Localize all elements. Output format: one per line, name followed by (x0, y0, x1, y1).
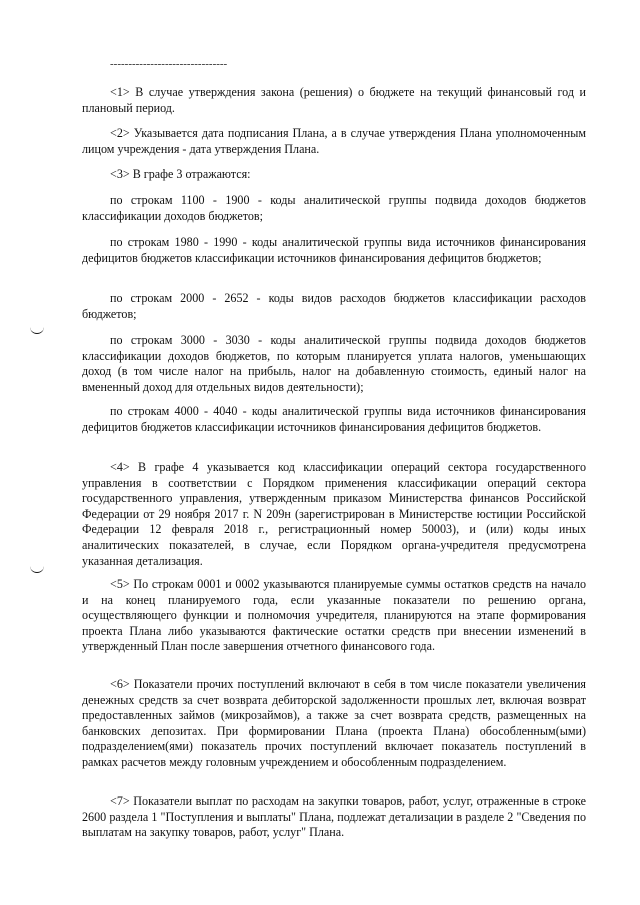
footnote-5: <5> По строкам 0001 и 0002 указываются планируемые суммы остатков средств на начало и на конец планируемого года, если указанные показатели по решению органа, осуществляющего функции и полномочия учредителя, планируются на этапе формирования проекта Плана либо указываются фактические остатки средств при внесении изменений в утвержденный План после завершения отчетного финансового года. (82, 577, 586, 654)
footnote-2: <2> Указывается дата подписания Плана, а в случае утверждения Плана уполномоченным лицом учреждения - дата утверждения Плана. (82, 126, 586, 156)
footnote-6: <6> Показатели прочих поступлений включают в себя в том числе показатели увеличения денежных средств за счет возврата дебиторской задолженности прошлых лет, включая возврат предоставленных займов (микрозаймов), а также за счет возврата средств, размещенных на банковских депозитах. При формировании Плана (проекта Плана) обособленным(ыми) подразделением(ями) показатель прочих поступлений включает показатель поступлений в рамках расчетов между головным учреждением и обособленным подразделением. (82, 677, 586, 769)
footnote-3-rows-1100-1900: по строкам 1100 - 1900 - коды аналитической группы подвида доходов бюджетов классификации доходов бюджетов; (82, 193, 586, 223)
footnote-separator: -------------------------------- (110, 58, 228, 70)
footnote-1: <1> В случае утверждения закона (решения) о бюджете на текущий финансовый год и плановый период. (82, 85, 586, 115)
footnote-3-heading: <3> В графе 3 отражаются: (110, 167, 251, 181)
footnote-4: <4> В графе 4 указывается код классификации операций сектора государственного управления в соответствии с Порядком применения классификации операций сектора государственного управления, утвержденным приказом Министерства финансов Российской Федерации от 29 ноября 2017 г. N 209н (зарегистрирован в Министерстве юстиции Российской Федерации 12 февраля 2018 г., регистрационный номер 50003), и (или) коды иных аналитических показателей, в случае, если Порядком органа-учредителя предусмотрена указанная детализация. (82, 460, 586, 568)
footnote-3-rows-2000-2652: по строкам 2000 - 2652 - коды видов расходов бюджетов классификации расходов бюджетов; (82, 291, 586, 321)
binding-hole-mark-icon (30, 326, 44, 334)
footnote-3-rows-1980-1990: по строкам 1980 - 1990 - коды аналитической группы вида источников финансирования дефицитов бюджетов классификации источников финансирования дефицитов бюджетов; (82, 235, 586, 265)
footnote-7: <7> Показатели выплат по расходам на закупки товаров, работ, услуг, отраженные в строке 2600 раздела 1 "Поступления и выплаты" Плана, подлежат детализации в разделе 2 "Сведения по выплатам на закупку товаров, работ, услуг" Плана. (82, 794, 586, 840)
footnote-3-rows-4000-4040: по строкам 4000 - 4040 - коды аналитической группы вида источников финансирования дефицитов бюджетов классификации источников финансирования дефицитов бюджетов. (82, 404, 586, 434)
footnote-3-rows-3000-3030: по строкам 3000 - 3030 - коды аналитической группы подвида доходов бюджетов классификации доходов бюджетов, по которым планируется уплата налогов, уменьшающих доход (в том числе налог на прибыль, налог на добавленную стоимость, единый налог на вмененный доход для отдельных видов деятельности); (82, 333, 586, 394)
document-page (82, 0, 586, 905)
binding-hole-mark-icon (30, 565, 44, 573)
